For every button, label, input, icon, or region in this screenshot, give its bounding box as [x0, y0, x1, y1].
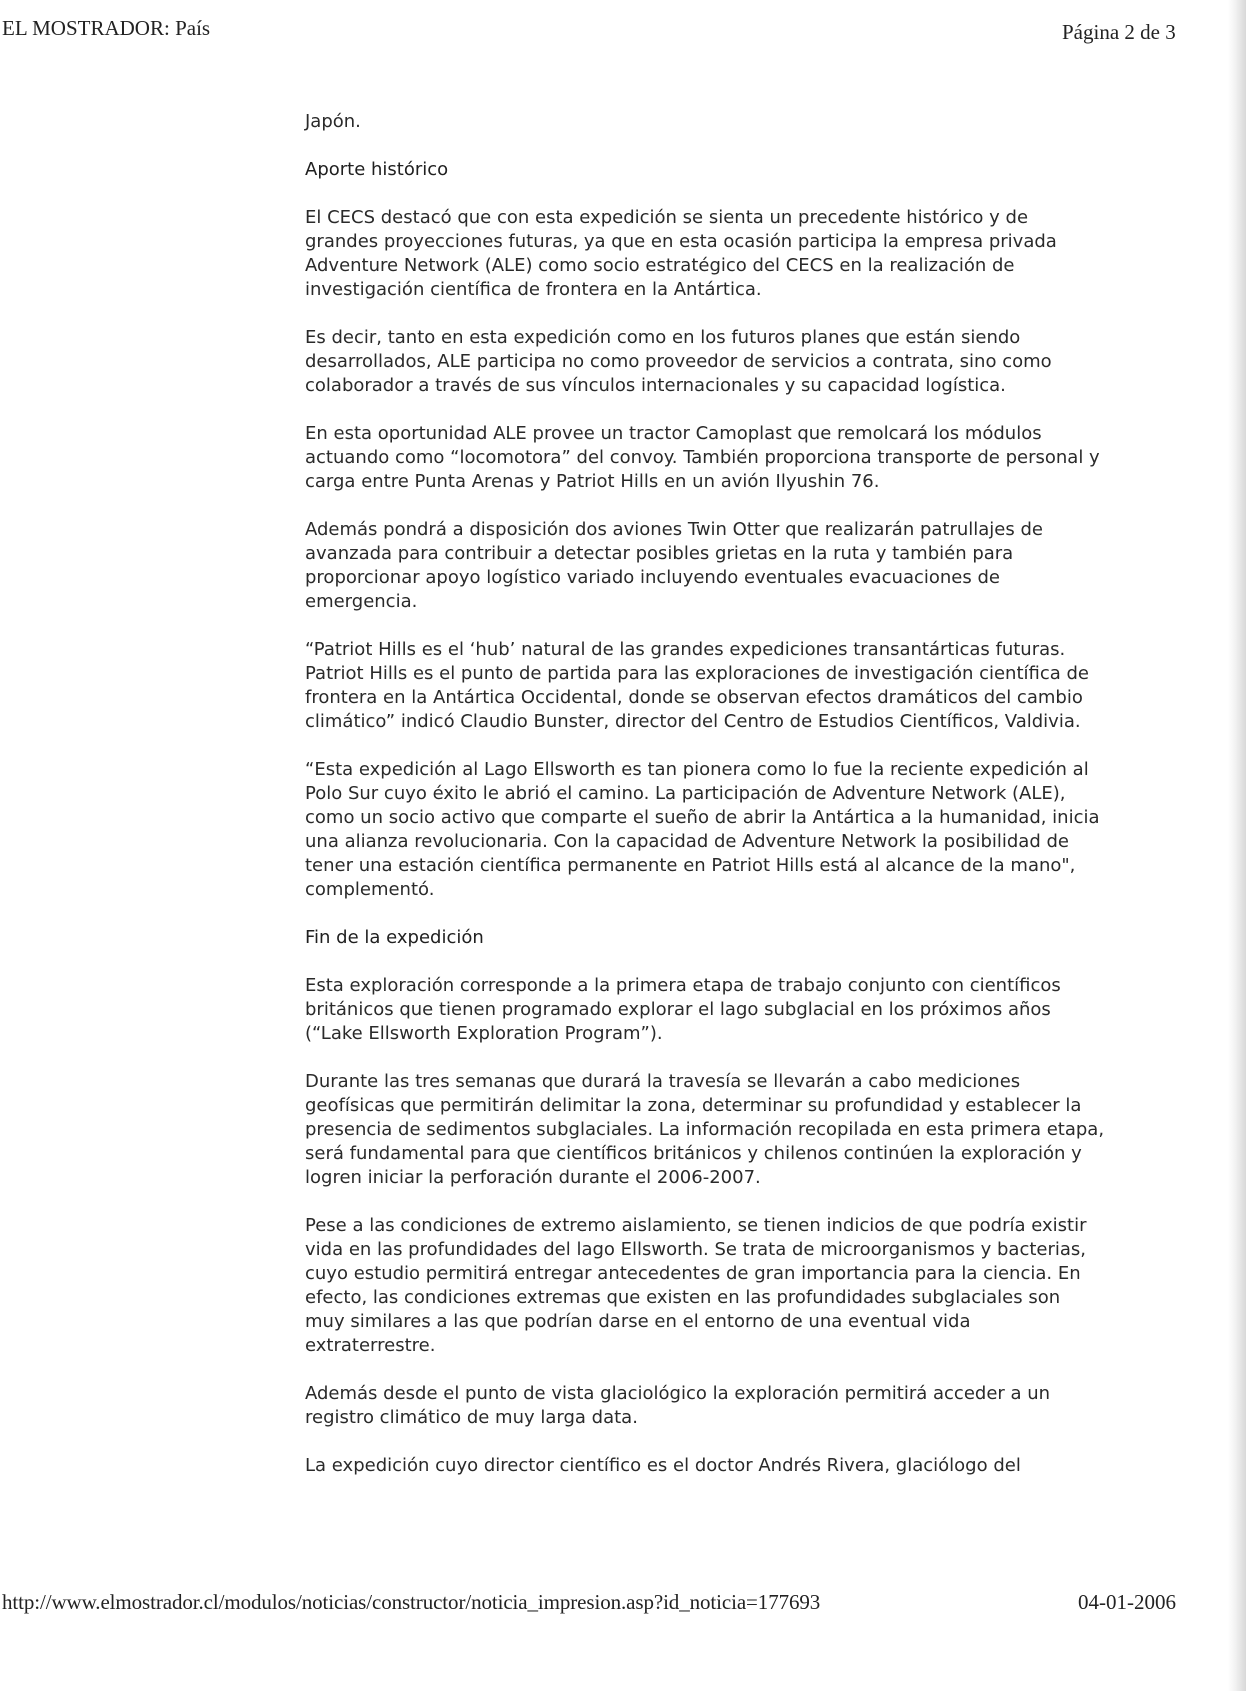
article-paragraph-5: “Patriot Hills es el ‘hub’ natural de las grandes expediciones transantárticas futuras. Patriot Hills es el punto de partida para las exploraciones de investigación científica de frontera en la Antártica Occidental, donde se observan efectos dramáticos del cambio climático” indicó Claudio Bunster, director del Centro de Estudios Científicos, Valdivia.: [305, 639, 1090, 732]
section-heading-fin-de-la-expedicion: Fin de la expedición: [305, 927, 484, 948]
article-lead-fragment: Japón.: [305, 111, 361, 132]
print-header-page-indicator: Página 2 de 3: [1062, 20, 1176, 44]
print-header-title: EL MOSTRADOR: País: [2, 16, 211, 40]
print-footer-date: 04-01-2006: [1078, 1590, 1176, 1614]
article-paragraph-7: Esta exploración corresponde a la primera etapa de trabajo conjunto con científicos británicos que tienen programado explorar el lago subglacial en los próximos años (“Lake Ellsworth Exploration Program”).: [305, 975, 1061, 1044]
article-paragraph-6: “Esta expedición al Lago Ellsworth es tan pionera como lo fue la reciente expedición al Polo Sur cuyo éxito le abrió el camino. La participación de Adventure Network (ALE), como un socio activo que comparte el sueño de abrir la Antártica a la humanidad, inicia una alianza revolucionaria. Con la capacidad de Adventure Network la posibilidad de tener una estación científica permanente en Patriot Hills está al alcance de la mano", complementó.: [305, 759, 1100, 900]
article-paragraph-3: En esta oportunidad ALE provee un tractor Camoplast que remolcará los módulos actuando como “locomotora” del convoy. También proporciona transporte de personal y carga entre Punta Arenas y Patriot Hills en un avión Ilyushin 76.: [305, 423, 1100, 492]
section-heading-aporte-historico: Aporte histórico: [305, 159, 449, 180]
article-paragraph-11: La expedición cuyo director científico es el doctor Andrés Rivera, glaciólogo del: [305, 1455, 1021, 1476]
scan-page-edge: [1228, 0, 1246, 1691]
print-footer-url: http://www.elmostrador.cl/modulos/noticias/constructor/noticia_impresion.asp?id_noticia=177693: [2, 1590, 821, 1614]
article-body: [305, 110, 1105, 1478]
article-paragraph-8: Durante las tres semanas que durará la travesía se llevarán a cabo mediciones geofísicas que permitirán delimitar la zona, determinar su profundidad y establecer la presencia de sedimentos subglaciales. La información recopilada en esta primera etapa, será fundamental para que científicos británicos y chilenos continúen la exploración y logren iniciar la perforación durante el 2006-2007.: [305, 1071, 1105, 1188]
article-paragraph-4: Además pondrá a disposición dos aviones Twin Otter que realizarán patrullajes de avanzada para contribuir a detectar posibles grietas en la ruta y también para proporcionar apoyo logístico variado incluyendo eventuales evacuaciones de emergencia.: [305, 519, 1043, 612]
article-paragraph-2: Es decir, tanto en esta expedición como en los futuros planes que están siendo desarrollados, ALE participa no como proveedor de servicios a contrata, sino como colaborador a través de sus vínculos internacionales y su capacidad logística.: [305, 327, 1052, 396]
article-paragraph-9: Pese a las condiciones de extremo aislamiento, se tienen indicios de que podría existir vida en las profundidades del lago Ellsworth. Se trata de microorganismos y bacterias, cuyo estudio permitirá entregar antecedentes de gran importancia para la ciencia. En efecto, las condiciones extremas que existen en las profundidades subglaciales son muy similares a las que podrían darse en el entorno de una eventual vida extraterrestre.: [305, 1215, 1087, 1356]
article-paragraph-1: El CECS destacó que con esta expedición se sienta un precedente histórico y de grandes proyecciones futuras, ya que en esta ocasión participa la empresa privada Adventure Network (ALE) como socio estratégico del CECS en la realización de investigación científica de frontera en la Antártica.: [305, 207, 1057, 300]
article-paragraph-10: Además desde el punto de vista glaciológico la exploración permitirá acceder a un registro climático de muy larga data.: [305, 1383, 1051, 1428]
